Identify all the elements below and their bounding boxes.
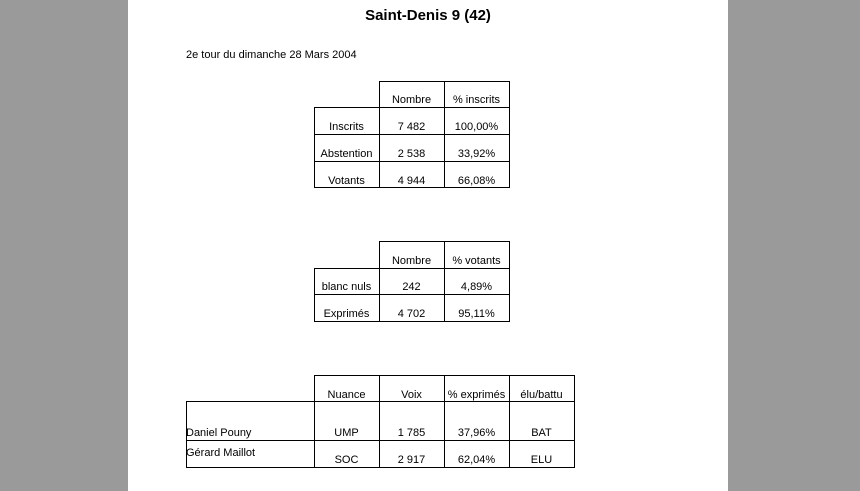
row-label: Votants [328,175,365,187]
table-cell: 1 785 [397,427,426,439]
table-header: élu/battu [520,389,563,401]
row-label: Inscrits [329,121,364,133]
table-cell: 4 944 [397,175,426,187]
row-label: Exprimés [323,308,370,320]
candidate-name: Daniel Pouny [186,427,252,439]
table-cell: UMP [334,427,359,439]
table-cell: 66,08% [457,175,496,187]
table-cell: 242 [402,281,421,293]
document-page [128,0,728,491]
table-cell: 2 538 [397,148,426,160]
table-cell: 37,96% [457,427,496,439]
table-cell: 4 702 [397,308,426,320]
table-header: Nombre [391,94,432,106]
table-cell: 7 482 [397,121,426,133]
table-cell: 4,89% [460,281,493,293]
table-header: Voix [401,389,422,401]
table-cell: 2 917 [397,454,426,466]
table-cell: ELU [530,454,553,466]
table-cell: 100,00% [454,121,499,133]
page-title: Saint-Denis 9 (42) [365,7,491,24]
table-cell: SOC [334,454,359,466]
table-cell: 62,04% [457,454,496,466]
table-header: Nombre [391,255,432,267]
table-header: % votants [452,255,501,267]
table-header: % inscrits [452,94,501,106]
table-cell: 33,92% [457,148,496,160]
candidate-name: Gérard Maillot [186,447,256,459]
table-cell: BAT [531,427,552,439]
row-label: blanc nuls [321,281,372,293]
page-subtitle: 2e tour du dimanche 28 Mars 2004 [186,49,357,61]
table-cell: 95,11% [458,308,495,320]
table-header: % exprimés [447,389,506,401]
table-header: Nuance [327,389,366,401]
row-label: Abstention [320,148,373,160]
